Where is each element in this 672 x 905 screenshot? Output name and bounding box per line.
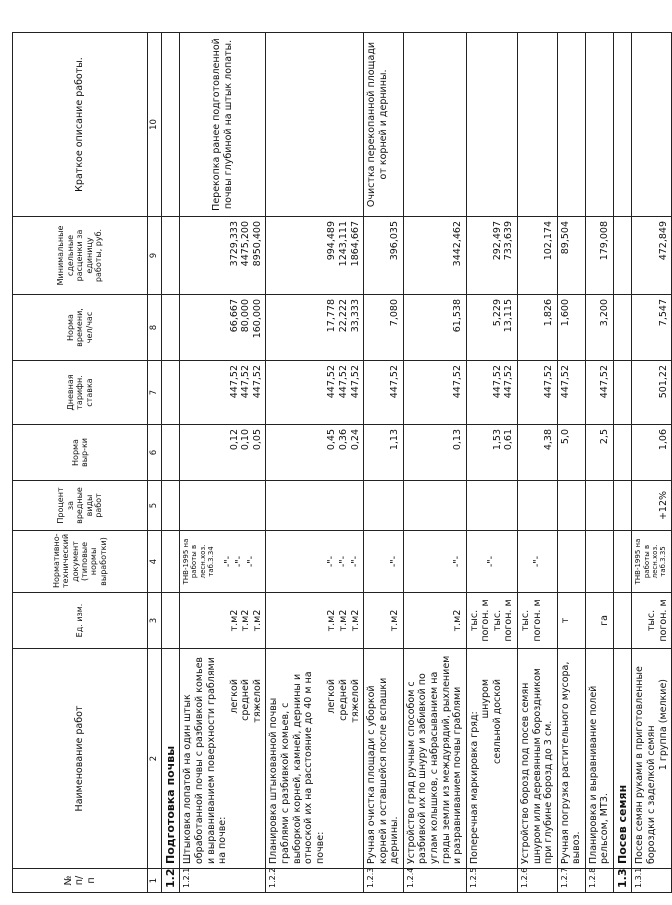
rate-value: 447,52: [491, 365, 503, 399]
row-number: 1.2.2: [266, 869, 364, 893]
unit-value: т.м2: [326, 609, 338, 632]
rate-cell: 501,22: [632, 361, 672, 425]
description-cell: [585, 33, 613, 217]
table-row: [518, 33, 558, 893]
document-cell: -"-: [466, 531, 517, 593]
table-row: [266, 33, 364, 893]
work-name-text: Поперечная маркировка гряд:: [468, 711, 480, 864]
rate-cell: 447,52: [518, 361, 558, 425]
time-cell: [180, 295, 266, 361]
rate-cell: [266, 361, 364, 425]
time-value: 13,115: [503, 299, 515, 333]
rates-table: [12, 32, 672, 893]
price-value: 1864,667: [349, 221, 361, 267]
subitem-label: шнуром: [480, 679, 492, 719]
subitem-label: тяжелой: [251, 679, 263, 723]
description-cell: [557, 33, 585, 217]
time-value: 33,333: [349, 299, 361, 333]
norm-cell: [180, 425, 266, 481]
subitem-label: средней: [337, 679, 349, 721]
norm-value: 0,61: [503, 429, 515, 451]
section-number: 1.3: [614, 869, 632, 893]
norm-value: 0,12: [228, 429, 240, 451]
norm-cell: [466, 425, 517, 481]
unit-value: тыс. погон. м: [491, 599, 515, 642]
price-value: 3729,333: [228, 221, 240, 267]
unit-value: т.м2: [251, 609, 263, 632]
unit-value: т.м2: [337, 609, 349, 632]
price-value: 8950,400: [251, 221, 263, 267]
document-cell: -"-: [403, 531, 466, 593]
table-row: [557, 33, 585, 893]
unit-cell: га: [585, 593, 613, 649]
subitem-label: сеяльной доской: [491, 679, 503, 764]
section-title: Подготовка почвы: [162, 649, 180, 869]
price-cell: 179,008: [585, 217, 613, 295]
percent-cell: +12%: [632, 481, 672, 531]
header-work-name: Наименование работ: [13, 649, 148, 869]
document-cell: -"-: [364, 531, 404, 593]
column-number: 10: [148, 33, 162, 217]
header-norm: Норма выр-ки: [13, 425, 148, 481]
header-hazard-percent: Процент за вредные виды работ: [13, 481, 148, 531]
unit-cell: т.м2: [403, 593, 466, 649]
time-cell: 7,547: [632, 295, 672, 361]
rate-value: 447,52: [251, 365, 263, 399]
time-cell: 61,538: [403, 295, 466, 361]
column-number: 9: [148, 217, 162, 295]
norm-value: 0,05: [251, 429, 263, 451]
table-row: [180, 33, 266, 893]
ditto-mark: -"-: [245, 555, 257, 568]
work-name: Планировка и выравнивание полей рельсом, МТЗ.: [585, 649, 613, 869]
header-number: № п/п: [13, 869, 148, 893]
unit-cell: тыс. погон. м: [632, 593, 672, 649]
description-cell: [518, 33, 558, 217]
description-cell: [466, 33, 517, 217]
unit-cell: т: [557, 593, 585, 649]
time-value: 22,222: [337, 299, 349, 333]
time-value: 80,000: [240, 299, 252, 333]
rate-value: 447,52: [337, 365, 349, 399]
price-value: 1243,111: [337, 221, 349, 267]
price-cell: [266, 217, 364, 295]
percent-cell: [364, 481, 404, 531]
unit-value: т.м2: [349, 609, 361, 632]
price-cell: 102,174: [518, 217, 558, 295]
row-number: 1.2.3: [364, 869, 404, 893]
document-cell: ТНВ-1995 на работы в лесн.хоз. таб.3.35: [632, 531, 672, 593]
time-cell: 1,826: [518, 295, 558, 361]
work-name-text: Штыковка лопатой на один штык обработанной почвы с разбивкой комьев и выравниванием поверхности граблями на почве:: [182, 656, 229, 864]
unit-value: тыс. погон. м: [468, 599, 492, 642]
time-cell: [466, 295, 517, 361]
row-number: 1.2.7: [557, 869, 585, 893]
work-name-text: Посев семян руками в приготовленные бороздки с заделкой семян: [634, 666, 658, 864]
header-description: Краткое описание работы.: [13, 33, 148, 217]
work-name: Устройство борозд под посев семян шнуром или деревянным бороздником при глубине борозд до 3 см.: [518, 649, 558, 869]
table-row: [585, 33, 613, 893]
document-reference: ТНВ-1995 на работы в лесн.хоз. таб.3.34: [182, 538, 215, 585]
description-cell: Перекопка ранее подготовленной почвы глубиной на штык лопаты.: [180, 33, 266, 217]
row-number: 1.2.5: [466, 869, 517, 893]
subitem-label: легкой: [228, 679, 240, 714]
unit-cell: т.м2: [364, 593, 404, 649]
norm-cell: 5,0: [557, 425, 585, 481]
work-name: Ручная погрузка растительного мусора, вывоз.: [557, 649, 585, 869]
column-number: 6: [148, 425, 162, 481]
subitem-label: тяжелой: [349, 679, 361, 723]
document-cell: [266, 531, 364, 593]
unit-value: т.м2: [240, 609, 252, 632]
price-value: 4475,200: [240, 221, 252, 267]
document-cell: [557, 531, 585, 593]
column-number: 4: [148, 531, 162, 593]
row-number: 1.2.4: [403, 869, 466, 893]
percent-cell: [403, 481, 466, 531]
price-cell: 3442,462: [403, 217, 466, 295]
work-subitems: [326, 653, 361, 864]
norm-value: 0,24: [349, 429, 361, 451]
percent-cell: [266, 481, 364, 531]
column-number-row: [148, 33, 162, 893]
percent-cell: [518, 481, 558, 531]
unit-cell: [466, 593, 517, 649]
subitem-label: средней: [240, 679, 252, 721]
table-row: [466, 33, 517, 893]
time-value: 66,667: [228, 299, 240, 333]
table-header-row: [13, 33, 148, 893]
document-cell: [180, 531, 266, 593]
ditto-mark: -"-: [349, 555, 361, 568]
rate-value: 447,52: [349, 365, 361, 399]
rate-cell: 447,52: [403, 361, 466, 425]
ditto-mark: -"-: [337, 555, 349, 568]
column-number: 2: [148, 649, 162, 869]
percent-cell: [557, 481, 585, 531]
time-value: 160,000: [251, 299, 263, 339]
work-name: [266, 649, 364, 869]
section-row: [614, 33, 632, 893]
section-title: Посев семян: [614, 649, 632, 869]
header-unit: Ед. изм.: [13, 593, 148, 649]
section-number: 1.2: [162, 869, 180, 893]
header-daily-rate: Дневная тарифн. ставка: [13, 361, 148, 425]
norm-cell: 2,5: [585, 425, 613, 481]
description-cell: Очистка перекопанной площади от корней и дернины.: [364, 33, 404, 217]
price-cell: [466, 217, 517, 295]
work-name: [180, 649, 266, 869]
work-name: [466, 649, 517, 869]
subitem-label: 1 группа (мелкие): [657, 679, 669, 771]
rate-value: 447,52: [240, 365, 252, 399]
row-number: 1.2.6: [518, 869, 558, 893]
work-subitems: [480, 653, 503, 864]
norm-value: 0,10: [240, 429, 252, 451]
row-number: 1.3.1: [632, 869, 672, 893]
rate-cell: [466, 361, 517, 425]
ditto-mark: -"-: [234, 555, 246, 568]
work-subitems: [229, 653, 264, 864]
description-cell: [632, 33, 672, 217]
norm-value: 0,36: [337, 429, 349, 451]
row-number: 1.2.8: [585, 869, 613, 893]
unit-cell: [266, 593, 364, 649]
work-name: Устройство гряд ручным способом с разбивкой их по шнуру и забивкой по углам колышков, с набрасыванием на гряды земли из междурядий, рыхлением и разравниванием почвы граблями: [403, 649, 466, 869]
norm-value: 0,45: [326, 429, 338, 451]
time-cell: 1,600: [557, 295, 585, 361]
header-document: Нормативно-технический документ (типовые нормы выработки): [13, 531, 148, 593]
column-number: 8: [148, 295, 162, 361]
column-number: 1: [148, 869, 162, 893]
work-name: [632, 649, 672, 869]
rate-value: 447,52: [228, 365, 240, 399]
rate-cell: 447,52: [364, 361, 404, 425]
section-row: [162, 33, 180, 893]
rate-value: 447,52: [326, 365, 338, 399]
time-value: 5,229: [491, 299, 503, 327]
ditto-mark: -"-: [222, 555, 234, 568]
table-row: [403, 33, 466, 893]
unit-cell: [180, 593, 266, 649]
header-time-norm: Норма времени, чел/час: [13, 295, 148, 361]
price-value: 994,489: [326, 221, 338, 261]
percent-cell: [466, 481, 517, 531]
norm-value: 1,53: [491, 429, 503, 451]
column-number: 3: [148, 593, 162, 649]
rate-cell: 447,52: [557, 361, 585, 425]
ditto-mark: -"-: [326, 555, 338, 568]
price-cell: [180, 217, 266, 295]
norm-cell: 4,38: [518, 425, 558, 481]
subitem-label: легкой: [326, 679, 338, 714]
price-cell: 472,849: [632, 217, 672, 295]
rate-cell: 447,52: [585, 361, 613, 425]
description-cell: [266, 33, 364, 217]
time-cell: [266, 295, 364, 361]
time-cell: 3,200: [585, 295, 613, 361]
norm-cell: 0,13: [403, 425, 466, 481]
document-cell: [585, 531, 613, 593]
price-cell: 89,504: [557, 217, 585, 295]
rate-value: 447,52: [503, 365, 515, 399]
header-min-price: Минимальные сдельные расценки за единицу работы, руб.: [13, 217, 148, 295]
unit-value: т.м2: [228, 609, 240, 632]
table-row: [632, 33, 672, 893]
table-row: [364, 33, 404, 893]
time-cell: 7,080: [364, 295, 404, 361]
time-value: 17,778: [326, 299, 338, 333]
price-value: 733,639: [503, 221, 515, 261]
row-number: 1.2.1: [180, 869, 266, 893]
price-cell: 396,035: [364, 217, 404, 295]
percent-cell: [180, 481, 266, 531]
norm-cell: 1,06: [632, 425, 672, 481]
percent-cell: [585, 481, 613, 531]
column-number: 5: [148, 481, 162, 531]
price-value: 292,497: [491, 221, 503, 261]
norm-cell: 1,13: [364, 425, 404, 481]
description-cell: [403, 33, 466, 217]
work-name-text: Планировка штыкованной почвы граблями с разбивкой комьев, с выборкой корней, камней, дернины и отноской их на расстояние до 40 м на почве:: [268, 671, 326, 864]
column-number: 7: [148, 361, 162, 425]
rate-cell: [180, 361, 266, 425]
document-cell: -"-: [518, 531, 558, 593]
unit-cell: тыс. погон. м: [518, 593, 558, 649]
norm-cell: [266, 425, 364, 481]
work-name: Ручная очистка площади с уборкой корней и оставшейся после вспашки дернины.: [364, 649, 404, 869]
